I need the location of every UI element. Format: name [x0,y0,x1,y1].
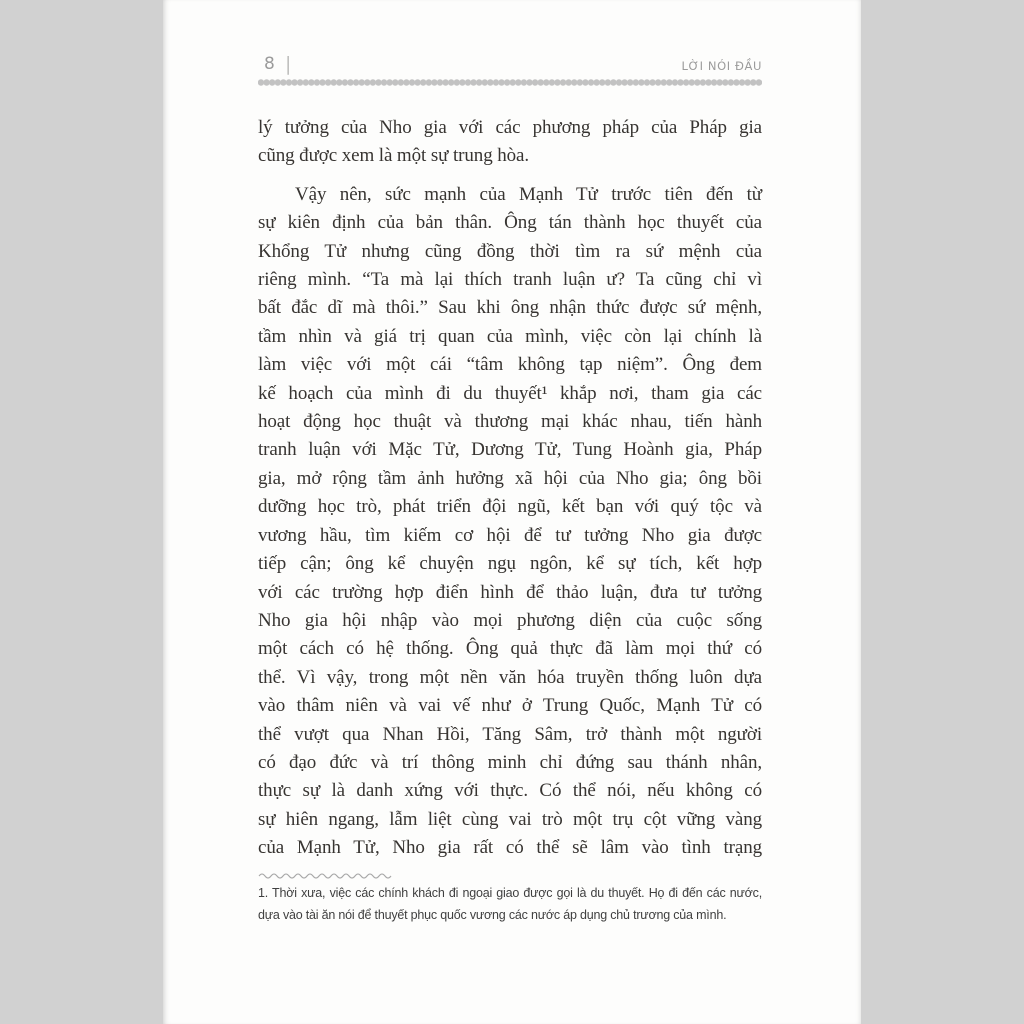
running-title: LỜI NÓI ĐẦU [681,58,762,73]
body-text-line: kế hoạch của mình đi du thuyết¹ khắp nơi, tham gia các [258,382,762,404]
paragraph [258,114,762,171]
body-text-line: cũng được xem là một sự trung hòa. [258,145,530,167]
body-text-line: Vậy nên, sức mạnh của Mạnh Tử trước tiên đến từ [295,183,762,205]
body-text-line: thực sự là danh xứng với thực. Có thể nói, nếu không có [258,780,762,802]
footnote-text [258,883,762,926]
page-body-text [258,114,762,863]
body-text-line: tầm nhìn và giá trị quan của mình, việc còn lại chính là [258,325,762,347]
footnote-line: 1. Thời xưa, việc các chính khách đi ngoại giao được gọi là du thuyết. Họ đi đến các nước, [258,886,762,900]
body-text-line: có đạo đức và trí thông minh chỉ đứng sau thánh nhân, [258,751,762,773]
body-text-line: làm việc với một cái “tâm không tạp niệm”. Ông đem [258,354,762,376]
beaded-divider-line [258,79,762,86]
footnote-line: dựa vào tài ăn nói để thuyết phục quốc vương các nước áp dụng chủ trương của mình. [258,907,727,922]
body-text-line: vương hầu, tìm kiếm cơ hội để tư tưởng Nho gia được [258,524,762,546]
body-text-line: thể. Vì vậy, trong một nền văn hóa truyền thống luôn dựa [258,666,762,688]
body-text-line: tranh luận với Mặc Tử, Dương Tử, Tung Hoành gia, Pháp [258,439,762,461]
page-header [258,46,762,74]
body-text-line: của Mạnh Tử, Nho gia rất có thể sẽ lâm vào tình trạng [258,837,762,859]
body-text-line: sự hiên ngang, lẫm liệt cùng vai trò một trụ cột vững vàng [258,808,762,830]
page-number-group [258,52,291,74]
body-text-line: lý tưởng của Nho gia với các phương pháp của Pháp gia [258,117,762,138]
body-text-line: riêng mình. “Ta mà lại thích tranh luận ư? Ta cũng chỉ vì [258,269,762,291]
body-text-line: một cách có hệ thống. Ông quả thực đã làm mọi thứ có [258,638,762,660]
paragraph [258,181,762,863]
body-text-line: với các trường hợp điển hình để thảo luận, đưa tư tưởng [258,581,762,603]
body-text-line: thể vượt qua Nhan Hồi, Tăng Sâm, trở thành một người [258,723,762,745]
body-text-line: bất đắc dĩ mà thôi.” Sau khi ông nhận thức được sứ mệnh, [258,297,762,319]
body-text-line: Khổng Tử nhưng cũng đồng thời tìm ra sứ mệnh của [258,240,762,262]
body-text-line: gia, mở rộng tầm ảnh hưởng xã hội của Nho gia; ông bồi [258,467,762,489]
book-page [163,0,861,1024]
body-text-line: sự kiên định của bản thân. Ông tán thành học thuyết của [258,212,762,234]
body-text-line: vào thâm niên và vai vế như ở Trung Quốc, Mạnh Tử có [258,695,762,717]
page-number-divider: | [284,53,292,75]
page-number: 8 [264,54,275,74]
body-text-line: tiếp cận; ông kể chuyện ngụ ngôn, kể sự tích, kết hợp [258,553,762,575]
body-text-line: Nho gia hội nhập vào mọi phương diện của cuộc sống [258,609,762,631]
body-text-line: hoạt động học thuật và thương mại khác nhau, tiến hành [258,411,762,433]
footnote-block [258,871,762,926]
body-text-line: dưỡng học trò, phát triển đội ngũ, kết bạn với quý tộc và [258,496,762,518]
footnote-separator-wavy-rule [258,871,394,879]
